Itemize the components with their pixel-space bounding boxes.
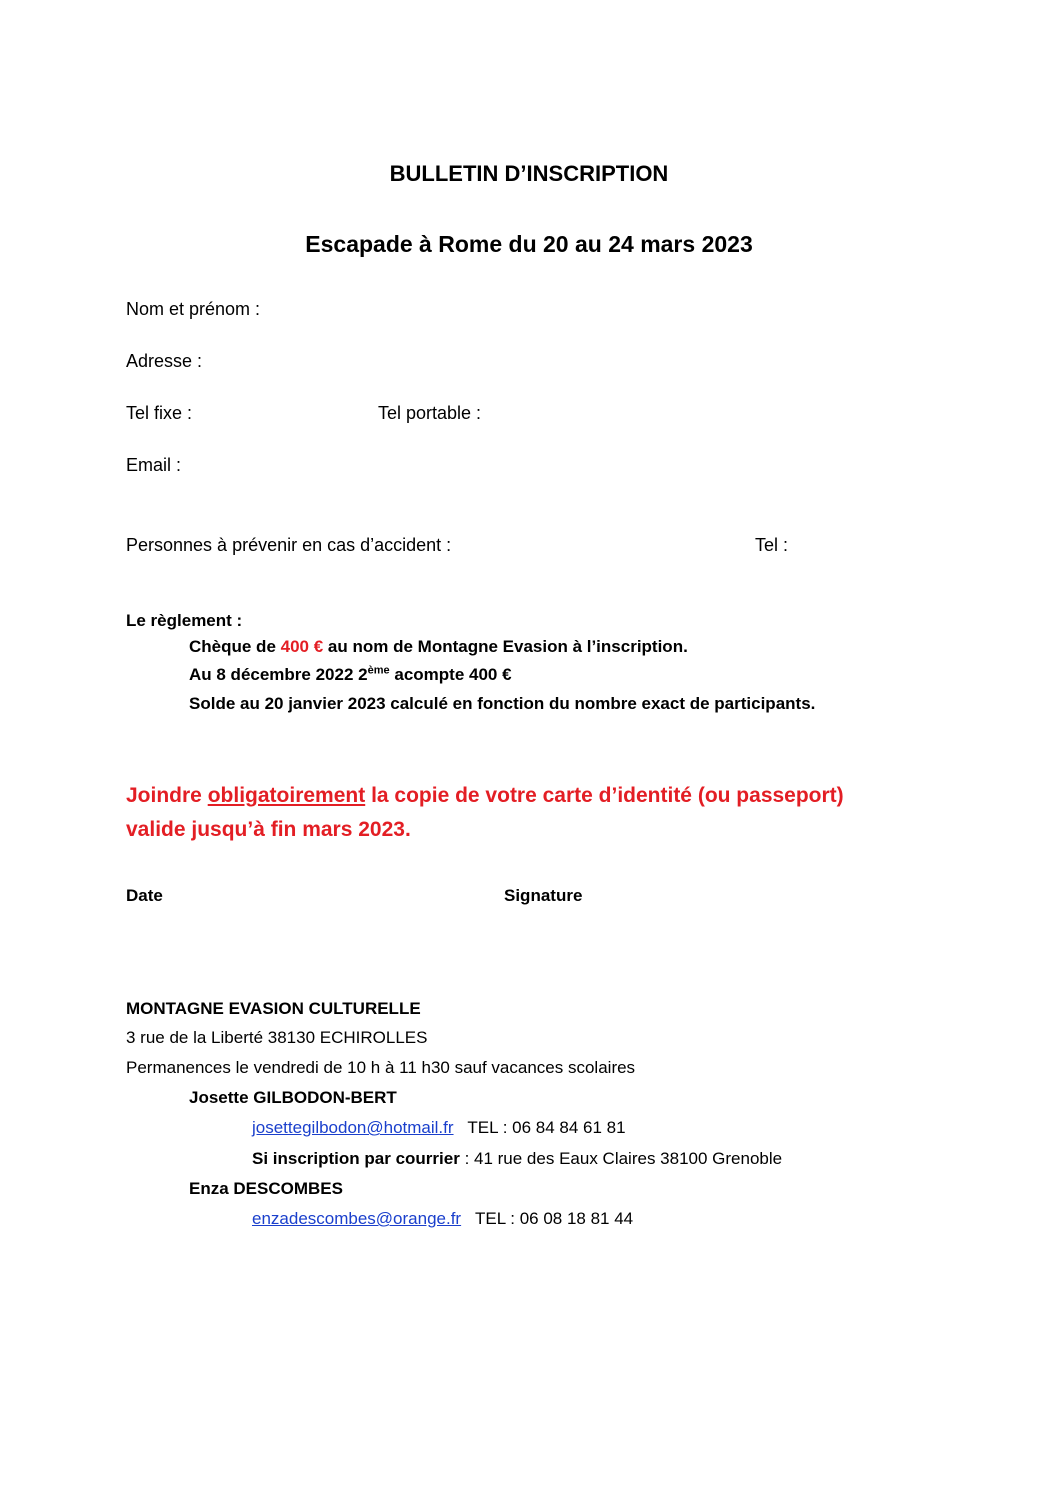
payment-line-1-suffix: au nom de Montagne Evasion à l’inscription.: [327, 637, 688, 656]
contact-1-email-link[interactable]: josettegilbodon@hotmail.fr: [252, 1118, 454, 1137]
contact-2-row: [252, 1209, 633, 1229]
mail-registration-row: [252, 1149, 782, 1169]
contact-2-tel: TEL : 06 08 18 81 44: [474, 1209, 634, 1228]
address-field-label: Adresse :: [126, 351, 203, 371]
org-name: MONTAGNE EVASION CULTURELLE: [126, 999, 421, 1018]
form-title: BULLETIN D’INSCRIPTION: [389, 161, 669, 186]
phone-mobile-label: Tel portable :: [378, 403, 482, 423]
contact-1-name: Josette GILBODON-BERT: [189, 1088, 397, 1107]
phone-fixed-label: Tel fixe :: [126, 403, 193, 423]
date-label: Date: [126, 886, 163, 905]
payment-line-2-prefix: Au 8 décembre 2022 2: [189, 665, 368, 684]
id-notice-emphasis: obligatoirement: [207, 784, 366, 807]
org-address: 3 rue de la Liberté 38130 ECHIROLLES: [126, 1028, 428, 1047]
office-hours: Permanences le vendredi de 10 h à 11 h30 sauf vacances scolaires: [126, 1058, 636, 1077]
contact-2-name: Enza DESCOMBES: [189, 1179, 343, 1198]
id-notice-line-1: [126, 784, 844, 808]
payment-amount: 400 €: [280, 637, 324, 656]
contact-2-email-link[interactable]: enzadescombes@orange.fr: [252, 1209, 462, 1228]
email-field-label: Email :: [126, 455, 182, 475]
payment-line-1-prefix: Chèque de: [189, 637, 276, 656]
emergency-contact-label: Personnes à prévenir en cas d’accident :: [126, 535, 452, 555]
signature-label: Signature: [504, 886, 583, 905]
form-subtitle: Escapade à Rome du 20 au 24 mars 2023: [305, 231, 753, 257]
id-notice-line-2: valide jusqu’à fin mars 2023.: [126, 818, 411, 841]
contact-1-tel: TEL : 06 84 84 61 81: [467, 1118, 626, 1137]
id-notice-part-2: la copie de votre carte d’identité (ou passeport): [371, 784, 844, 807]
payment-line-3: Solde au 20 janvier 2023 calculé en fonction du nombre exact de participants.: [189, 694, 816, 713]
payment-line-2-sup: ème: [367, 664, 390, 677]
emergency-tel-label: Tel :: [755, 535, 789, 555]
payment-line-2-suffix: acompte 400 €: [394, 665, 512, 684]
contact-1-row: [252, 1118, 626, 1138]
mail-registration-address: : 41 rue des Eaux Claires 38100 Grenoble: [464, 1149, 783, 1168]
payment-heading: Le règlement :: [126, 611, 243, 630]
id-notice-part-1: Joindre: [126, 784, 202, 807]
name-field-label: Nom et prénom :: [126, 299, 261, 319]
payment-line-2: [189, 665, 512, 685]
mail-registration-label: Si inscription par courrier: [252, 1149, 460, 1168]
payment-line-1: [189, 637, 688, 657]
